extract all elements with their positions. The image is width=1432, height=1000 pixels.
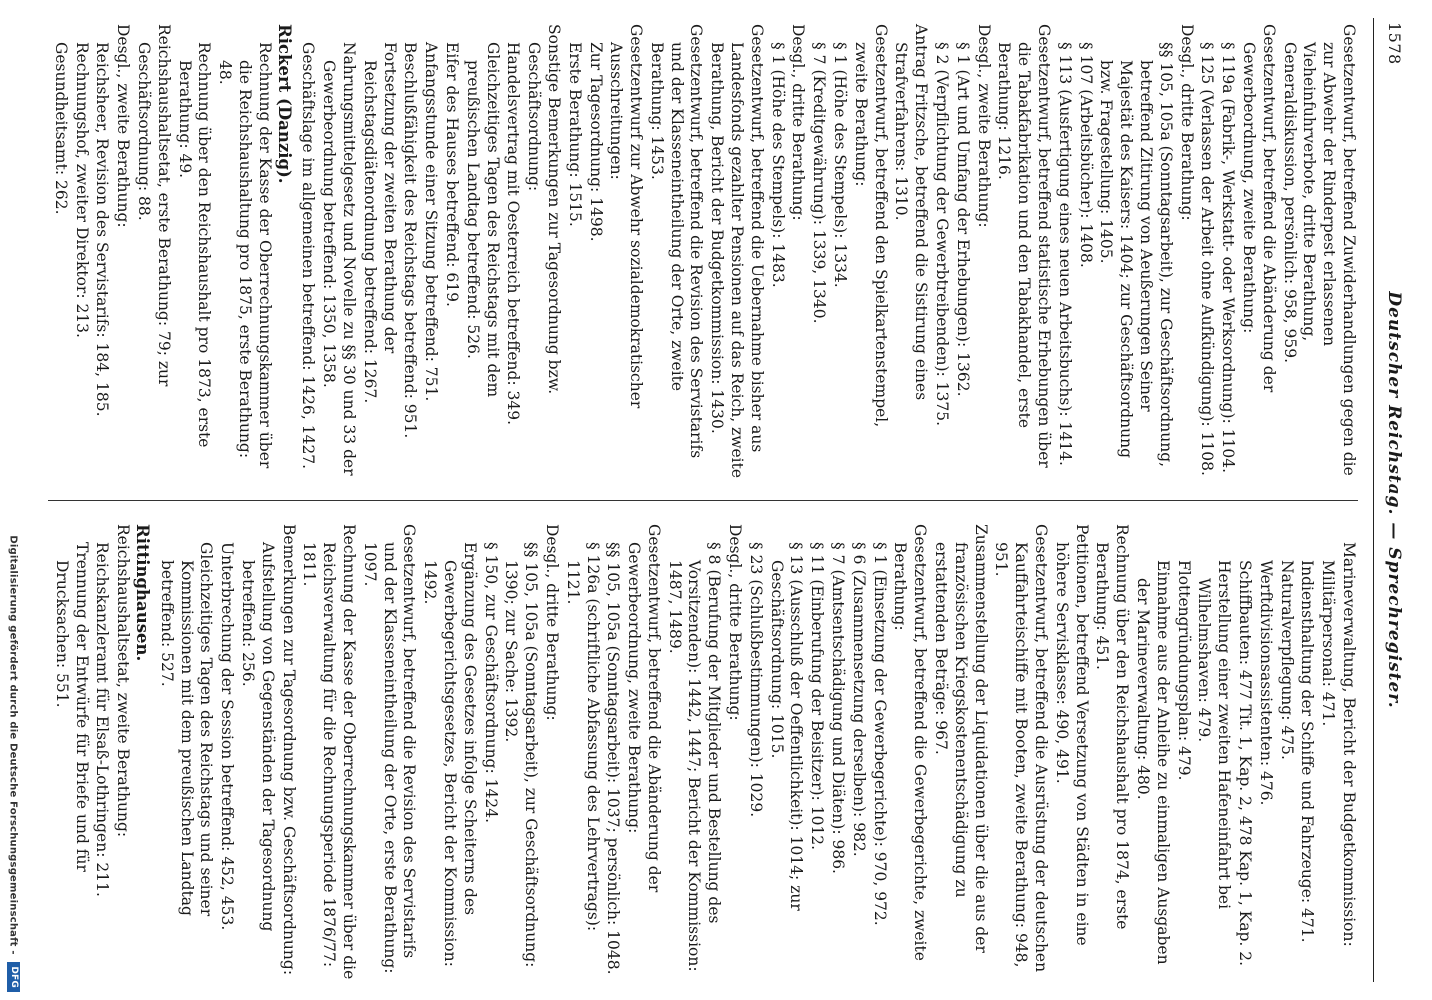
register-entry: Rechnung der Kasse der Oberrechnungskammer über die Reichshaushaltung pro 1875, erste Berathung: 48. [216,42,274,469]
register-entry: Rechnungshof, zweiter Direktor: 213. [72,42,91,338]
register-entry: Werftdivisionsassistenten: 476. [1256,560,1275,806]
register-entry: § 126a (schriftliche Abfassung des Lehrvertrags): 1121. [563,542,602,932]
register-entry: Gesetzentwurf, betreffend Zuwiderhandlungen gegen die zur Abwehr der Rinderpest erlassenen Vieheinfuhrverbote, dritte Berathung, Generaldiskussion, persönlich: 958, 959. [1280,24,1358,476]
register-entry: § 1 (Höhe des Stempels): 1334. [831,42,850,288]
register-entry: Gesetzentwurf, betreffend den Spielkartenstempel, zweite Berathung: [851,24,890,428]
page-content [22,0,1432,1000]
register-entry: Eifer des Hauses betreffend: 619. [442,42,461,307]
register-entry: Rechnung über den Reichshaushalt pro 1874, erste Berathung: 451. [1093,524,1132,930]
register-entry: Reichshaushaltsetat, erste Berathung: 79; zur Geschäftsordnung: 88. [134,24,173,387]
register-entry: Desgl., dritte Berathung: [1177,24,1196,221]
register-entry: Petitionen, betreffend Versetzung von Städten in eine höhere Servisklasse: 490, 491. [1052,524,1091,946]
register-entry: Desgl., dritte Berathung: [789,24,808,221]
register-entry: Nahrungsmittelgesetz und Novelle zu §§ 30 und 33 der Gewerbeordnung betreffend: 1350, 1358. [320,42,358,476]
register-entry: § 2 (Verpflichtung der Gewerbtreibenden): 1375. [933,42,952,427]
right-column [38,524,1358,980]
page-header [1373,18,1418,982]
register-entry: Desgl., zweite Berathung: [114,24,133,228]
register-entry: Gleichzeitiges Tagen des Reichstags und seiner Kommissionen mit dem preußischen Landtag betreffend: 527. [157,542,216,917]
dfg-logo: DFG [7,962,20,992]
register-entry: Reichshaushaltsetat, zweite Berathung: [114,524,133,838]
register-entry: Ergänzung des Gesetzes infolge Scheiterns des Gewerbegerichtsgesetzes, Bericht der Kommission: 1492. [421,542,479,967]
register-entry: Gesetzentwurf, betreffend die Revision des Servistarifs und der Klasseneintheilung der Orte, erste Berathung: 1097. [360,524,419,974]
register-entry: Rechnung über den Reichshaushalt pro 1873, erste Berathung: 49. [175,42,214,448]
register-entry: Gesetzentwurf, betreffend die Abänderung der Gewerbeordnung, zweite Berathung: [625,524,663,893]
register-entry: § 107 (Arbeitsbücher): 1408. [1076,42,1095,268]
register-entry: §§ 105, 105a (Sonntagsarbeit): 1037; persönlich: 1048. [604,542,623,975]
register-entry: § 7 (Kreditgewährung): 1339, 1340. [810,42,829,324]
register-entry: Gesetzentwurf, betreffend die Uebernahme bisher aus Landesfonds gezahlter Pensionen auf das Reich, zweite Berathung, Bericht der Budgetkommission: 1430. [708,24,766,479]
register-entry: Gesundheitsamt: 262. [51,42,70,215]
column-divider [48,500,1358,501]
register-entry: Flottengründungsplan: 479. [1174,560,1193,781]
register-entry: §§ 105, 105a (Sonntagsarbeit), zur Geschäftsordnung, betreffend Zitirung von Aeußerungen Seiner Majestät des Kaisers: 1404; zur Geschäftsordnung bzw. Fragestellung: 1405. [1097,42,1175,468]
speaker-name: Rickert (Danzig). [274,24,294,184]
register-entry: § 1 (Einsetzung der Gewerbegerichte): 970, 972. [870,542,889,926]
register-entry: Indiensthaltung der Schiffe und Fahrzeuge: 471. [1298,560,1317,943]
register-entry: Gesetzentwurf, betreffend die Abänderung der Gewerbeordnung, zweite Berathung: [1240,24,1278,393]
register-entry: Handelsvertrag mit Oesterreich betreffend: 349. [504,42,523,426]
register-entry: Gesetzentwurf, betreffend die Ausrüstung der deutschen Kauffahrteischiffe mit Booten, zweite Berathung: 948, 951. [992,524,1051,973]
register-entry: Gesetzentwurf zur Abwehr sozialdemokratischer Ausschreitungen: [607,24,646,409]
running-title: Deutscher Reichstag. — Sprechregister. [1384,291,1404,709]
register-entry: § 13 (Ausschluß der Oeffentlichkeit): 1014; zur Geschäftsordnung: 1015. [767,542,806,911]
register-entry: Fortsetzung der zweiten Berathung der Reichstagsdiätenordnung betreffend: 1267. [360,42,399,404]
digitization-notice: Digitalisierung gefördert durch die Deutsche Forschungsgemeinschaft - [7,535,19,955]
page-number: 1578 [1385,22,1404,65]
register-entry: § 125 (Verlassen der Arbeit ohne Aufkündigung): 1108. [1198,42,1217,476]
register-entry: Gesetzentwurf, betreffend die Revision des Servistarifs und der Klasseneintheilung der Orte, zweite Berathung: 1453. [647,24,706,459]
register-entry: Rechnung der Kasse der Oberrechnungskammer über die Reichsverwaltung für die Rechnungsperiode 1876/77: 1811. [300,524,358,980]
register-entry: Marineverwaltung, Bericht der Budgetkommission: [1340,542,1358,947]
register-entry: Aufstellung von Gegenständen der Tagesordnung betreffend: 256. [238,542,277,932]
register-entry: Anfangsstunde einer Sitzung betreffend: 751. [422,42,441,402]
register-entry: Antrag Fritzsche, betreffend die Sistirung eines Strafverfahrens: 1310. [892,24,931,401]
register-entry: Gesetzentwurf, betreffend die Gewerbegerichte, zweite Berathung: [891,524,930,961]
left-column [38,24,1358,480]
register-entry: Bemerkungen zur Tagesordnung bzw. Geschäftsordnung: [279,524,298,976]
register-entry: Sonstige Bemerkungen zur Tagesordnung bzw. Geschäftsordnung: [525,24,563,395]
register-entry: Zur Tagesordnung: 1498. [586,42,605,242]
register-entry: § 23 (Schlußbestimmungen): 1029. [746,542,765,818]
register-entry: Reichskanzleramt für Elsaß-Lothringen: 211. [93,542,112,897]
register-entry: § 113 (Ausfertigung eines neuen Arbeitsbuchs): 1414. [1055,42,1074,466]
register-entry: §§ 105, 105a (Sonntagsarbeit), zur Geschäftsordnung: 1390; zur Sache: 1392. [502,542,541,968]
register-entry: § 1 (Höhe des Stempels): 1483. [768,42,787,288]
register-entry: Herstellung einer zweiten Hafeneinfahrt bei Wilhelmshaven: 479. [1195,560,1234,910]
register-entry: Erste Berathung: 1515. [565,42,584,227]
register-entry: Gesetzentwurf, betreffend statistische Erhebungen über die Tabakfabrikation und den Tabakhandel, erste Berathung: 1216. [995,24,1054,468]
register-entry: Geschäftslage im allgemeinen betreffend: 1426, 1427. [299,42,318,470]
register-entry: Desgl., dritte Berathung: [542,524,561,721]
register-entry: Einnahme aus der Anleihe zu einmaligen Ausgaben der Marineverwaltung: 480. [1134,560,1172,965]
register-entry: § 1 (Art und Umfang der Erhebungen): 1362. [953,42,972,397]
register-entry: Schiffbauten: 477 Tit. 1, Kap. 2, 478 Kap. 1, Kap. 2. [1236,560,1255,967]
digitization-stamp [2,0,20,1000]
register-entry: Zusammenstellung der Liquidationen über die aus der französischen Kriegskostenentschädigung zu erstattenden Beträge: 967. [932,524,990,953]
register-entry: § 6 (Zusammensetzung derselben): 982. [849,542,868,857]
register-entry: Desgl., zweite Berathung: [974,24,993,228]
register-entry: § 119a (Fabrik-, Werkstatt- oder Werksordnung): 1104. [1219,42,1238,474]
register-entry: Trennung der Entwürfe für Briefe und für Drucksachen: 551. [52,542,91,872]
register-entry: § 8 (Berufung der Mitglieder und Bestellung des Vorsitzenden): 1442, 1447; Bericht der Kommission: 1487, 1489. [665,542,724,972]
register-entry: Militärpersonal: 471. [1319,560,1338,727]
register-entry: Beschlußfähigkeit des Reichstags betreffend: 951. [401,42,420,439]
speaker-name: Rittinghausen. [132,524,152,662]
register-entry: § 7 (Amtsentschädigung und Diäten): 986. [829,542,848,874]
register-entry: § 11 (Einberufung der Beisitzer): 1012. [808,542,827,851]
register-entry: Gleichzeitiges Tagen des Reichstags mit dem preußischen Landtag betreffend: 526. [463,42,502,398]
register-entry: Desgl., dritte Berathung: [726,524,745,721]
register-entry: Reichsheer, Revision des Servistarifs: 184, 185. [93,42,112,417]
register-entry: Unterbrechung der Session betreffend: 452, 453. [218,542,237,931]
register-entry: Naturalverpflegung: 475. [1277,560,1296,760]
register-entry: § 150, zur Geschäftsordnung: 1424. [481,542,500,823]
